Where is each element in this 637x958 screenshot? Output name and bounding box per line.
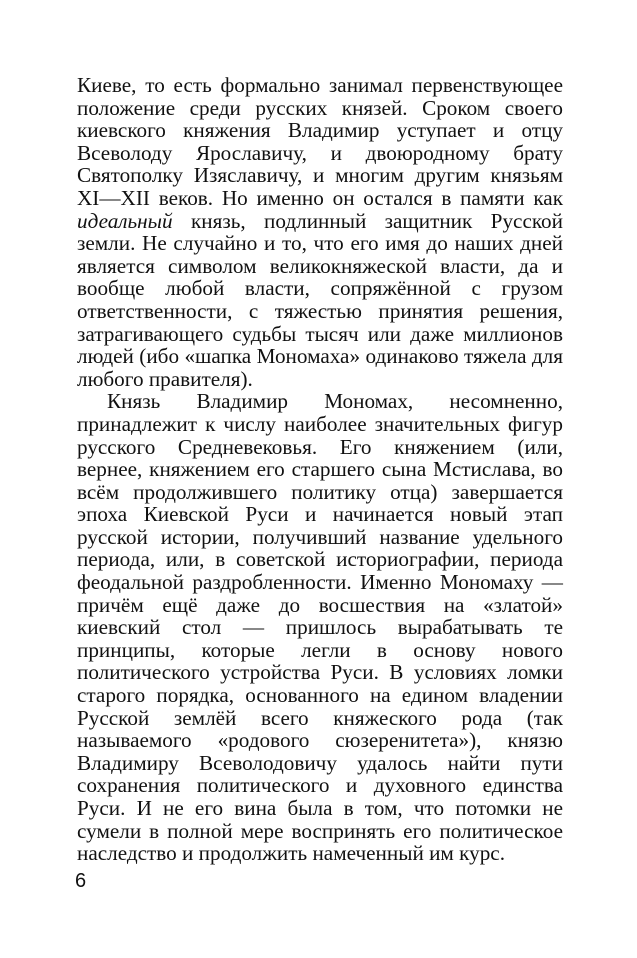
paragraph-1-segment-1: Киеве, то есть формально занимал первенствующее положение среди русских князей. Сроком своего киевского княжения Владимир уступает и отцу Всеволоду Ярославичу, и двоюродному брату Святополку Изяславичу, и многим другим князьям XI—XII веков. Но именно он остался в памяти как xyxy=(77,73,563,210)
page-number: 6 xyxy=(75,870,87,892)
emphasis-idealny: идеальный xyxy=(77,208,173,233)
paragraph-1-segment-3: князь, подлинный защитник Русской земли. Не случайно и то, что его имя до наших дней является символом великокняжеской власти, да и вообще любой власти, сопряжённой с грузом ответственности, с тяжестью принятия решения, затрагивающего судьбы тысяч или даже миллионов людей (ибо «шапка Мономаха» одинаково тяжела для любого правителя). xyxy=(77,208,563,391)
paragraph-2 xyxy=(77,390,563,864)
paragraph-1 xyxy=(77,74,563,390)
body-text xyxy=(77,74,563,865)
paragraph-2-segment-1: Князь Владимир Мономах, несомненно, принадлежит к числу наиболее значительных фигур русского Средневековья. Его княжением (или, вернее, княжением его старшего сына Мстислава, во всём продолжившего политику отца) завершается эпоха Киевской Руси и начинается новый этап русской истории, получивший название удельного периода, или, в советской историографии, периода феодальной раздробленности. Именно Мономаху — причём ещё даже до восшествия на «златой» киевский стол — пришлось вырабатывать те принципы, которые легли в основу нового политического устройства Руси. В условиях ломки старого порядка, основанного на едином владении Русской землёй всего княжеского рода (так называемого «родового сюзеренитета»), князю Владимиру Всеволодовичу удалось найти пути сохранения политического и духовного единства Руси. И не его вина была в том, что потомки не сумели в полной мере воспринять его политическое наследство и продолжить намеченный им курс. xyxy=(77,389,563,866)
